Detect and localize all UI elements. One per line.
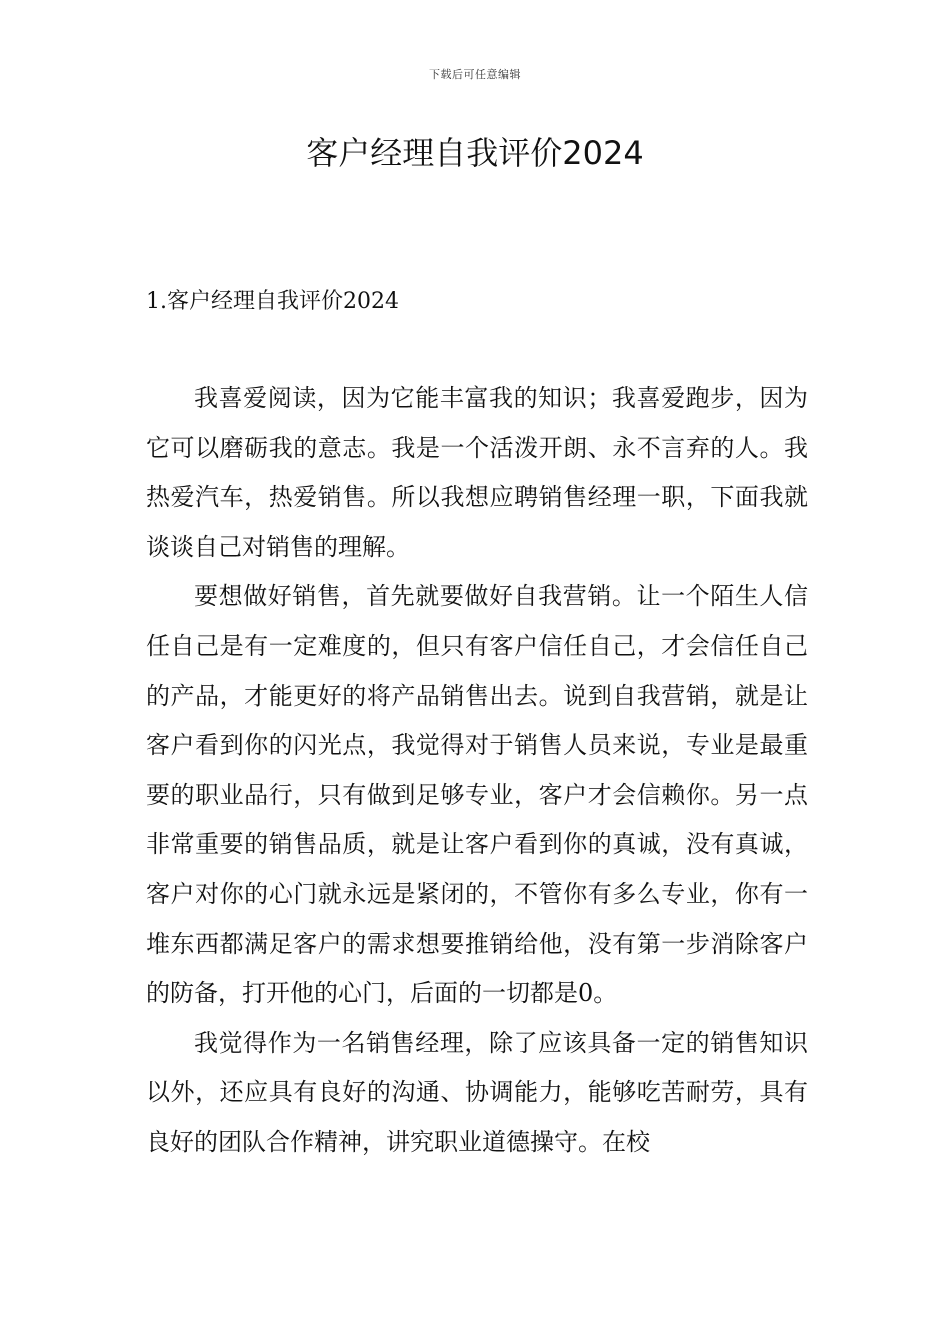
paragraph-1: 我喜爱阅读，因为它能丰富我的知识；我喜爱跑步，因为它可以磨砺我的意志。我是一个活泼开朗、永不言弃的人。我热爱汽车，热爱销售。所以我想应聘销售经理一职，下面我就谈谈自己对销售的理解。 <box>146 384 808 561</box>
paragraph-2: 要想做好销售，首先就要做好自我营销。让一个陌生人信任自己是有一定难度的，但只有客户信任自己，才会信任自己的产品，才能更好的将产品销售出去。说到自我营销，就是让客户看到你的闪光点，我觉得对于销售人员来说，专业是最重要的职业品行，只有做到足够专业，客户才会信赖你。另一点非常重要的销售品质，就是让客户看到你的真诚，没有真诚，客户对你的心门就永远是紧闭的，不管你有多么专业，你有一堆东西都满足客户的需求想要推销给他，没有第一步消除客户的防备，打开他的心门，后面的一切都是0。 <box>146 582 808 1008</box>
document-body <box>146 374 808 1168</box>
section-heading: 1.客户经理自我评价2024 <box>146 289 399 314</box>
page-header-note: 下载后可任意编辑 <box>429 68 521 81</box>
paragraph-3: 我觉得作为一名销售经理，除了应该具备一定的销售知识以外，还应具有良好的沟通、协调能力，能够吃苦耐劳，具有良好的团队合作精神，讲究职业道德操守。在校 <box>146 1028 808 1156</box>
document-title: 客户经理自我评价2024 <box>306 134 644 172</box>
